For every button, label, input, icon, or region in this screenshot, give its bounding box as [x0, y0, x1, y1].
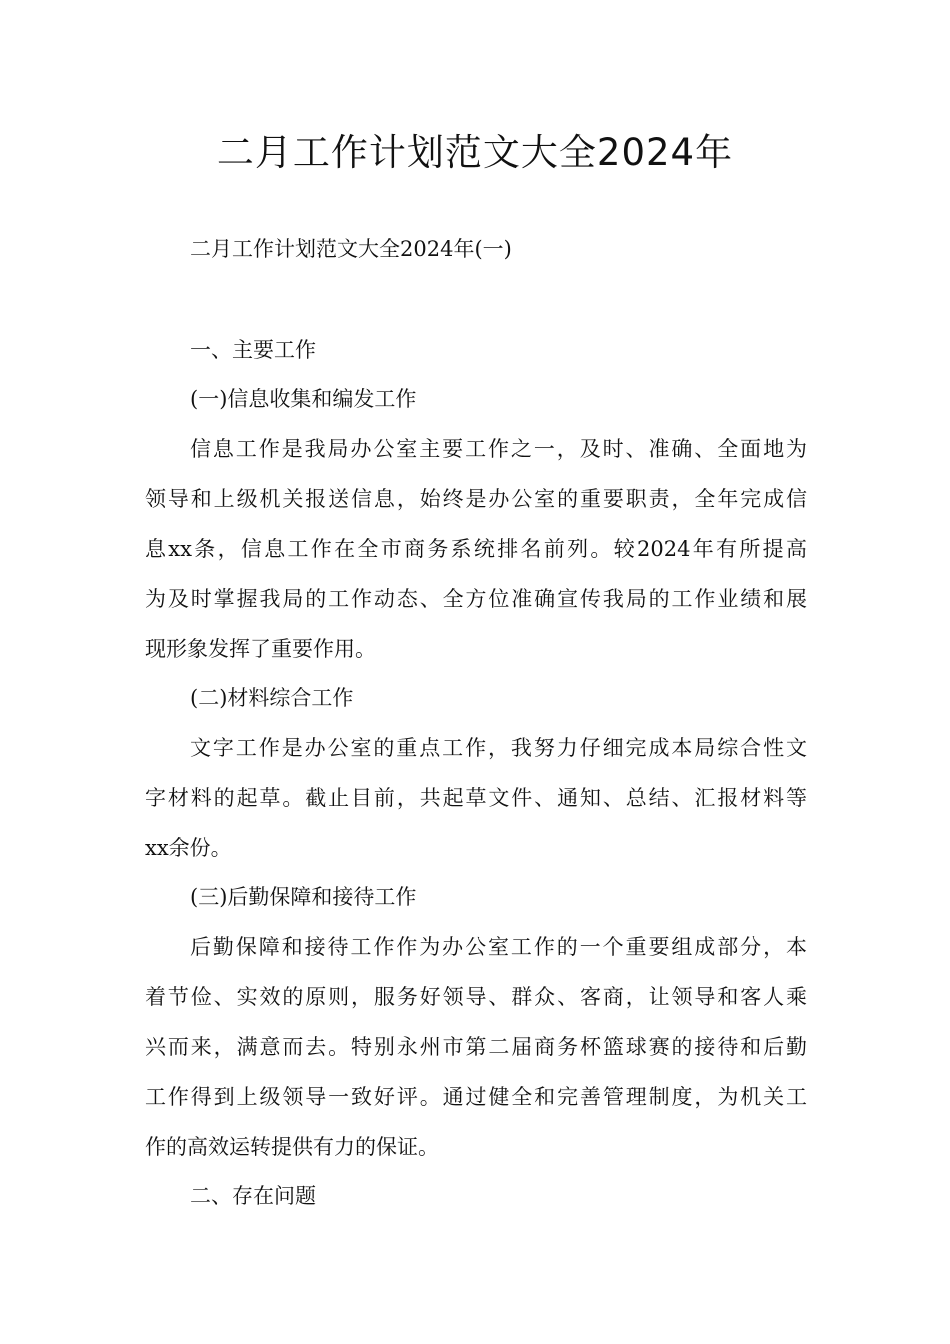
paragraph-line: xx余份。: [145, 836, 232, 860]
paragraph-line: 字材料的起草。截止目前，共起草文件、通知、总结、汇报材料等: [145, 786, 807, 810]
paragraph-line: 着节俭、实效的原则，服务好领导、群众、客商，让领导和客人乘: [145, 985, 807, 1009]
paragraph-line: 息xx条，信息工作在全市商务系统排名前列。较2024年有所提高: [145, 537, 807, 561]
subsection-heading-materials: (二)材料综合工作: [190, 686, 354, 710]
paragraph-line: 为及时掌握我局的工作动态、全方位准确宣传我局的工作业绩和展: [145, 587, 807, 611]
paragraph-line: 领导和上级机关报送信息，始终是办公室的重要职责，全年完成信: [145, 487, 807, 511]
paragraph-line: 现形象发挥了重要作用。: [145, 637, 376, 661]
subsection-heading-information: (一)信息收集和编发工作: [190, 387, 417, 411]
section-heading-problems: 二、存在问题: [190, 1184, 316, 1208]
document-title: 二月工作计划范文大全2024年: [216, 131, 734, 174]
subsection-heading-logistics: (三)后勤保障和接待工作: [190, 885, 417, 909]
paragraph-line: 后勤保障和接待工作作为办公室工作的一个重要组成部分，本: [190, 935, 807, 959]
document-subtitle: 二月工作计划范文大全2024年(一): [190, 237, 512, 261]
paragraph-line: 文字工作是办公室的重点工作，我努力仔细完成本局综合性文: [190, 736, 807, 760]
paragraph-line: 作的高效运转提供有力的保证。: [145, 1135, 439, 1159]
paragraph-line: 兴而来，满意而去。特别永州市第二届商务杯篮球赛的接待和后勤: [145, 1035, 807, 1059]
paragraph-line: 信息工作是我局办公室主要工作之一，及时、准确、全面地为: [190, 437, 807, 461]
paragraph-line: 工作得到上级领导一致好评。通过健全和完善管理制度，为机关工: [145, 1085, 807, 1109]
section-heading-main-work: 一、主要工作: [190, 338, 316, 362]
